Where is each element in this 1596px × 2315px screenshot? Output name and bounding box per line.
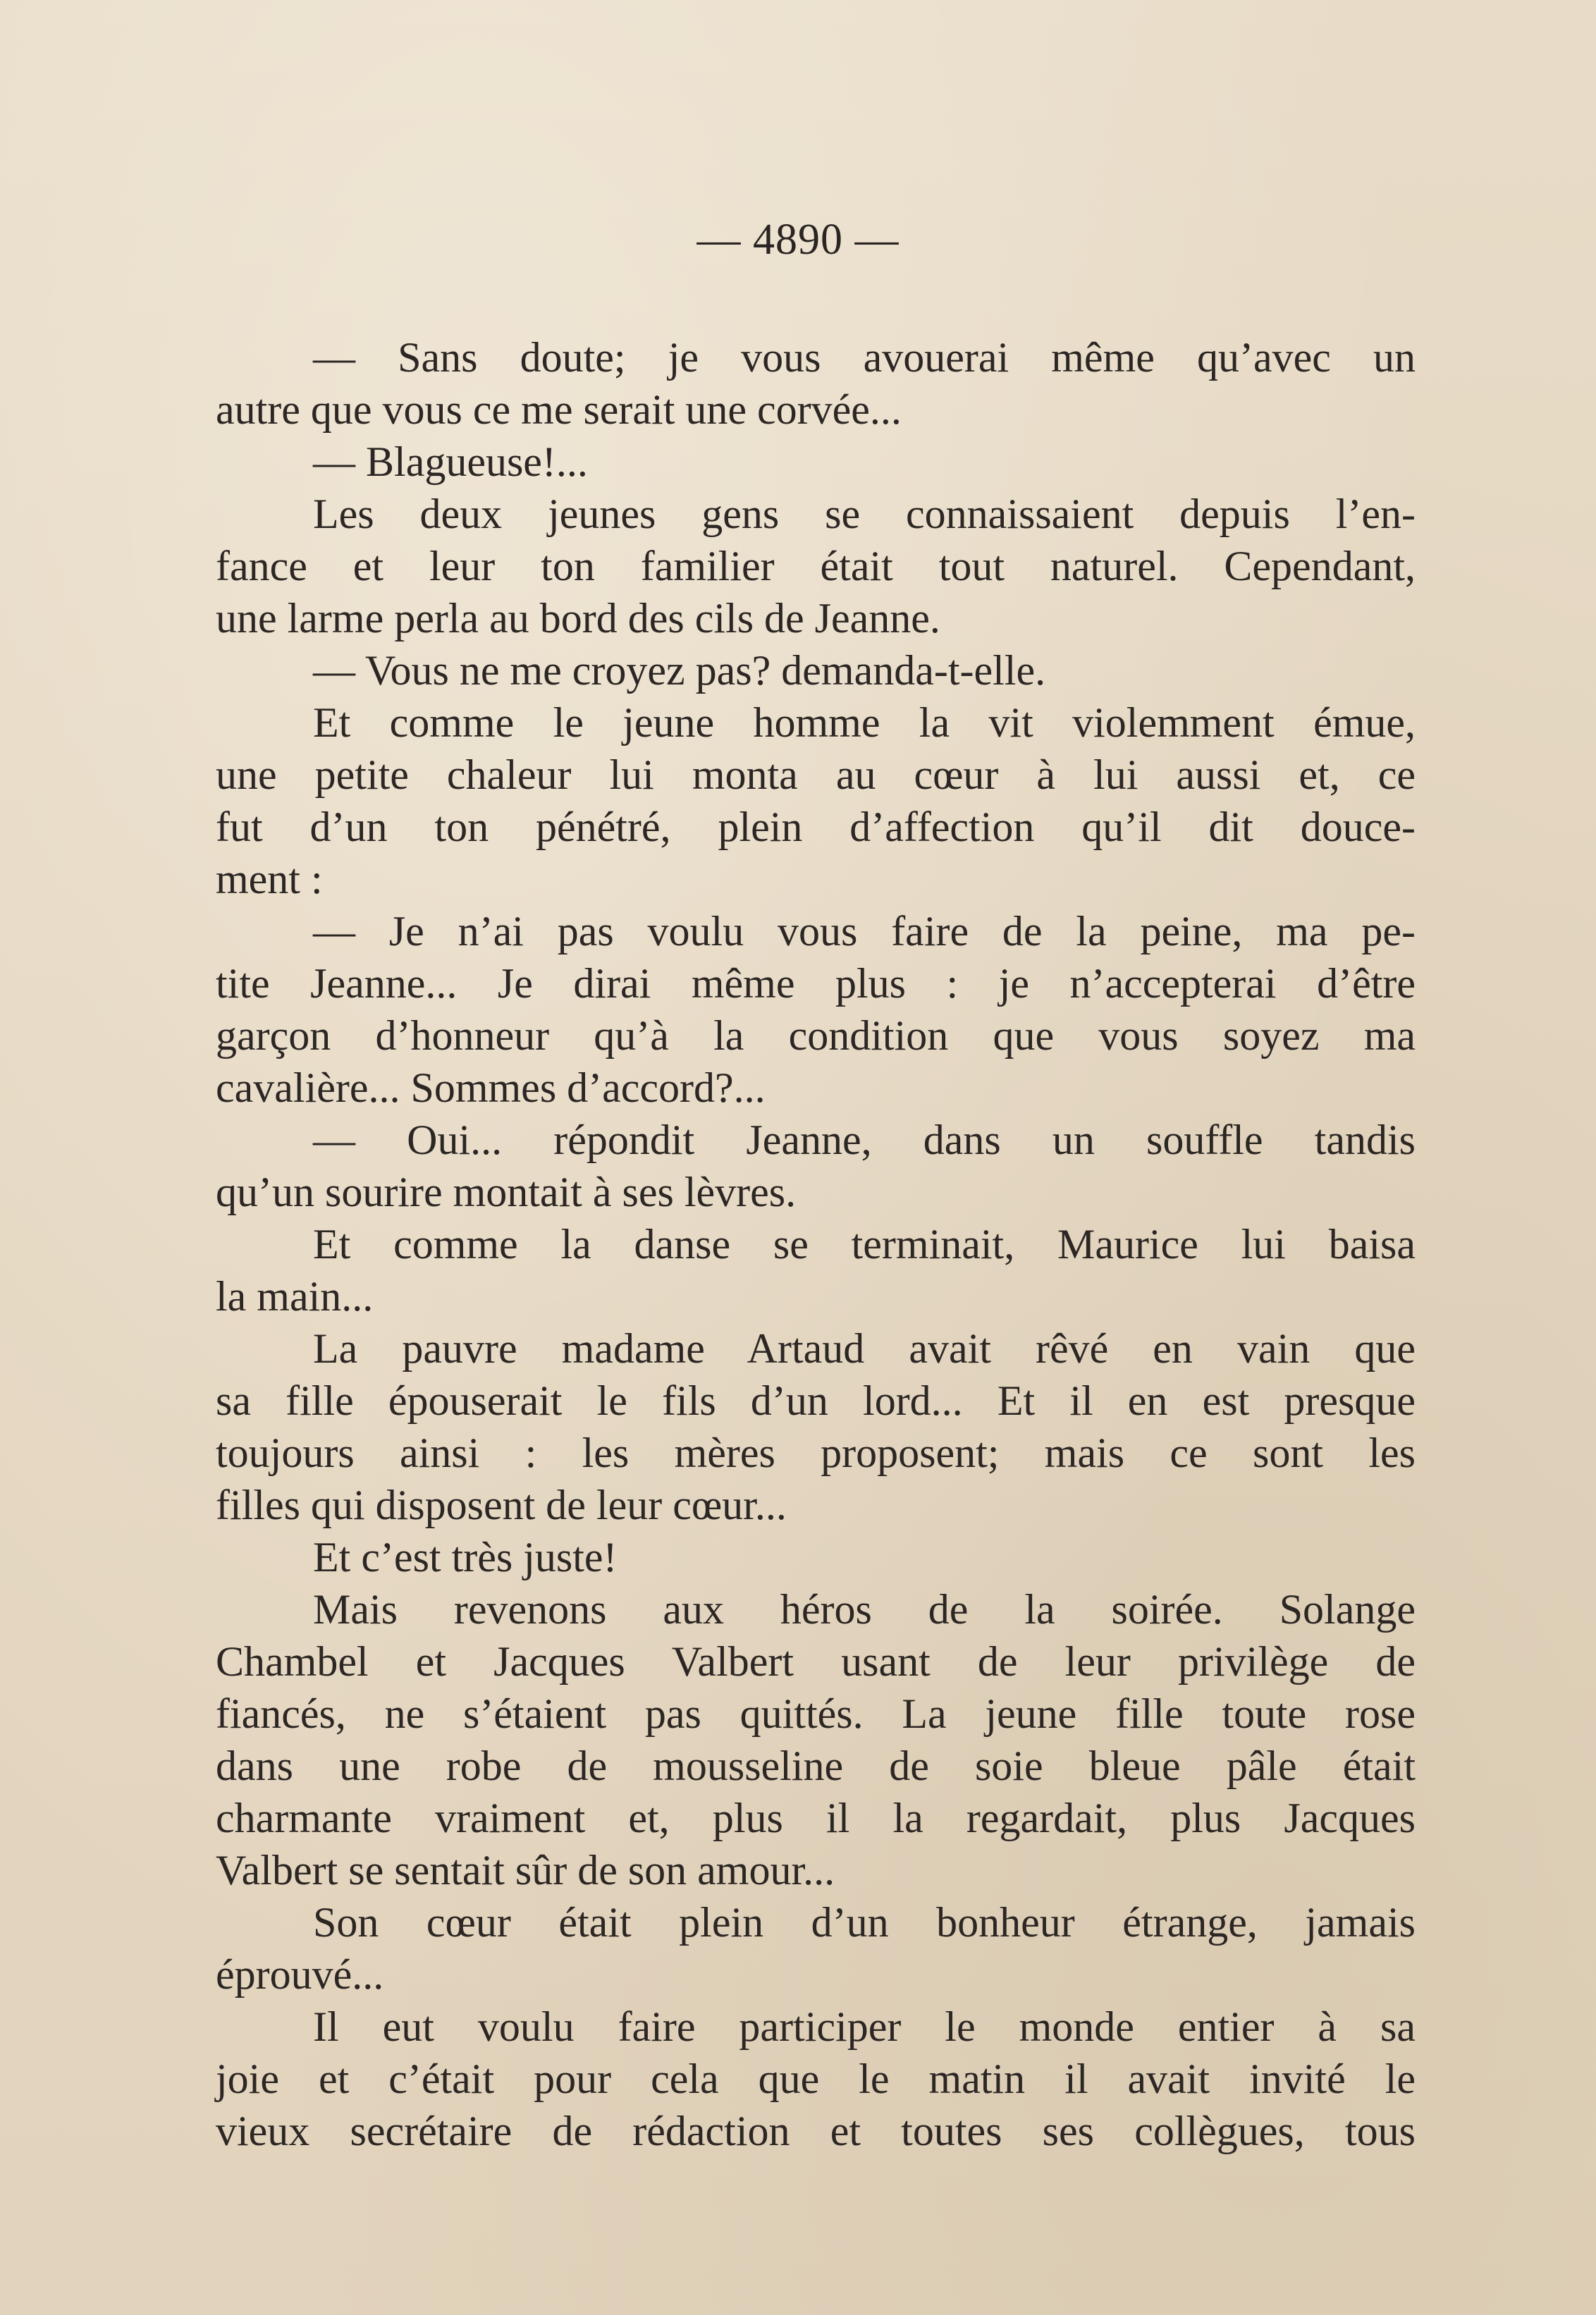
text-line: sa fille épouserait le fils d’un lord... Et il en est presque xyxy=(216,1377,1416,1424)
text-line: — Vous ne me croyez pas? demanda-t-elle. xyxy=(313,647,1046,694)
text-line: — Oui... répondit Jeanne, dans un souffle tandis xyxy=(313,1117,1416,1163)
text-line: fance et leur ton familier était tout naturel. Cependant, xyxy=(216,543,1416,589)
text-line: — Blagueuse!... xyxy=(313,438,588,485)
text-line: — Je n’ai pas voulu vous faire de la peine, ma pe- xyxy=(313,908,1416,954)
text-line: filles qui disposent de leur cœur... xyxy=(216,1482,787,1528)
body-text xyxy=(216,331,1416,2157)
text-line: fiancés, ne s’étaient pas quittés. La jeune fille toute rose xyxy=(216,1690,1416,1737)
text-line: Les deux jeunes gens se connaissaient depuis l’en- xyxy=(313,491,1416,537)
text-line: dans une robe de mousseline de soie bleue pâle était xyxy=(216,1743,1416,1789)
text-line: toujours ainsi : les mères proposent; mais ce sont les xyxy=(216,1430,1416,1476)
text-line: Valbert se sentait sûr de son amour... xyxy=(216,1847,835,1893)
text-line: tite Jeanne... Je dirai même plus : je n’accepterai d’être xyxy=(216,960,1416,1007)
text-line: Et c’est très juste! xyxy=(313,1534,618,1580)
text-line: fut d’un ton pénétré, plein d’affection qu’il dit douce- xyxy=(216,804,1416,850)
text-line: cavalière... Sommes d’accord?... xyxy=(216,1064,766,1111)
text-line: Et comme la danse se terminait, Maurice lui baisa xyxy=(313,1221,1416,1267)
text-line: — Sans doute; je vous avouerai même qu’avec un xyxy=(313,334,1416,381)
text-line: la main... xyxy=(216,1273,374,1320)
text-line: La pauvre madame Artaud avait rêvé en vain que xyxy=(313,1325,1416,1372)
text-line: une petite chaleur lui monta au cœur à lui aussi et, ce xyxy=(216,751,1416,798)
text-line: autre que vous ce me serait une corvée... xyxy=(216,386,902,433)
text-line: garçon d’honneur qu’à la condition que vous soyez ma xyxy=(216,1012,1416,1059)
text-line: joie et c’était pour cela que le matin il avait invité le xyxy=(216,2056,1416,2102)
text-line: ment : xyxy=(216,856,323,902)
text-line: vieux secrétaire de rédaction et toutes ses collègues, tous xyxy=(216,2108,1416,2154)
text-line: Et comme le jeune homme la vit violemment émue, xyxy=(313,699,1416,746)
text-line: une larme perla au bord des cils de Jeanne. xyxy=(216,595,940,641)
text-line: Mais revenons aux héros de la soirée. Solange xyxy=(313,1586,1416,1633)
text-line: Il eut voulu faire participer le monde entier à sa xyxy=(313,2003,1416,2050)
text-line: éprouvé... xyxy=(216,1951,384,1998)
text-line: Chambel et Jacques Valbert usant de leur privilège de xyxy=(216,1638,1416,1685)
text-line: qu’un sourire montait à ses lèvres. xyxy=(216,1169,797,1215)
text-line: Son cœur était plein d’un bonheur étrange, jamais xyxy=(313,1899,1416,1946)
text-line: charmante vraiment et, plus il la regardait, plus Jacques xyxy=(216,1795,1416,1841)
page-number: — 4890 — xyxy=(696,216,900,264)
